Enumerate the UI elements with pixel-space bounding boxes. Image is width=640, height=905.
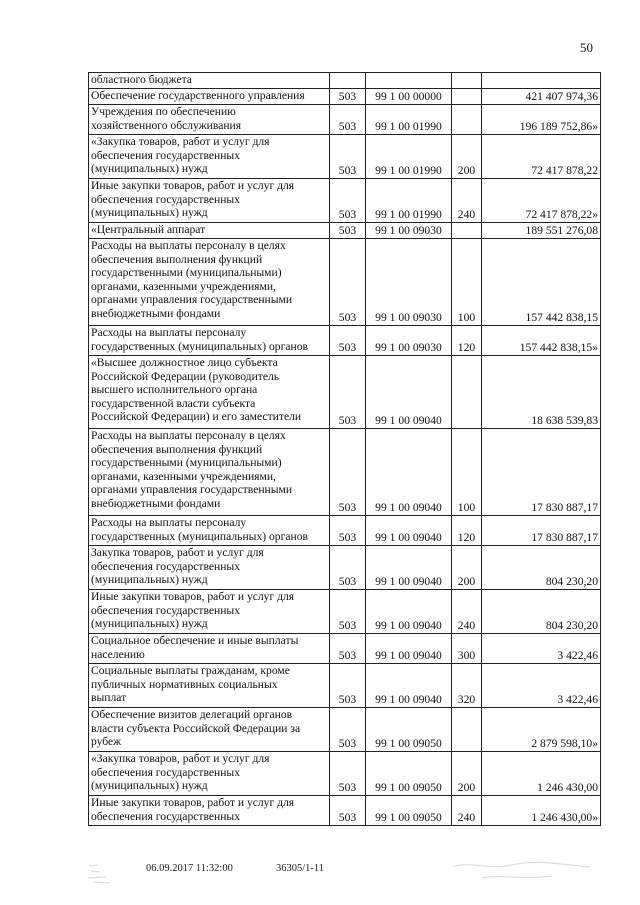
row-amount-cell: 72 417 878,22» bbox=[482, 179, 601, 223]
row-name-cell: Расходы на выплаты персоналу государственных (муниципальных) органов bbox=[89, 516, 330, 546]
row-amount-cell: 17 830 887,17 bbox=[482, 429, 601, 516]
row-code-cell: 503 bbox=[330, 752, 366, 796]
row-code-cell: 503 bbox=[330, 239, 366, 326]
row-name-cell: Иные закупки товаров, работ и услуг для обеспечения государственных bbox=[89, 796, 330, 826]
table-row bbox=[89, 356, 601, 429]
row-target-cell: 99 1 00 09040 bbox=[366, 356, 452, 429]
row-code-cell: 503 bbox=[330, 179, 366, 223]
row-target-cell: 99 1 00 01990 bbox=[366, 179, 452, 223]
row-code-cell: 503 bbox=[330, 664, 366, 708]
row-name-cell: «Закупка товаров, работ и услуг для обеспечения государственных (муниципальных) нужд bbox=[89, 135, 330, 179]
row-target-cell: 99 1 00 00000 bbox=[366, 89, 452, 105]
row-name-cell: Расходы на выплаты персоналу в целях обеспечения выполнения функций государственными (муниципальными) органами, казенными учреждениями, органами управления государственными внебюджетными фондами bbox=[89, 429, 330, 516]
row-target-cell: 99 1 00 09030 bbox=[366, 239, 452, 326]
row-name-cell: Учреждения по обеспечению хозяйственного обслуживания bbox=[89, 105, 330, 135]
row-type-cell: 200 bbox=[452, 546, 482, 590]
row-code-cell: 503 bbox=[330, 135, 366, 179]
faint-signature-mark bbox=[452, 858, 592, 884]
row-name-cell: Расходы на выплаты персоналу в целях обеспечения выполнения функций государственными (муниципальными) органами, казенными учреждениями, органами управления государственными внебюджетными фондами bbox=[89, 239, 330, 326]
row-amount-cell: 1 246 430,00 bbox=[482, 752, 601, 796]
table-row bbox=[89, 239, 601, 326]
row-amount-cell: 421 407 974,36 bbox=[482, 89, 601, 105]
faint-stamp-mark bbox=[86, 860, 114, 886]
row-target-cell: 99 1 00 01990 bbox=[366, 105, 452, 135]
row-name-cell: Обеспечение визитов делегаций органов власти субъекта Российской Федерации за рубеж bbox=[89, 708, 330, 752]
row-code-cell: 503 bbox=[330, 356, 366, 429]
row-target-cell: 99 1 00 09040 bbox=[366, 664, 452, 708]
row-name-cell: «Закупка товаров, работ и услуг для обеспечения государственных (муниципальных) нужд bbox=[89, 752, 330, 796]
row-target-cell bbox=[366, 73, 452, 89]
table-row bbox=[89, 796, 601, 826]
row-amount-cell: 804 230,20 bbox=[482, 590, 601, 634]
row-code-cell: 503 bbox=[330, 516, 366, 546]
row-name-cell: Закупка товаров, работ и услуг для обеспечения государственных (муниципальных) нужд bbox=[89, 546, 330, 590]
table-body bbox=[89, 73, 601, 826]
row-type-cell bbox=[452, 73, 482, 89]
row-target-cell: 99 1 00 09040 bbox=[366, 546, 452, 590]
table-row bbox=[89, 223, 601, 239]
row-type-cell: 240 bbox=[452, 590, 482, 634]
table-row bbox=[89, 708, 601, 752]
row-amount-cell: 804 230,20 bbox=[482, 546, 601, 590]
table-row bbox=[89, 516, 601, 546]
page-number: 50 bbox=[580, 40, 593, 55]
row-name-cell: Социальные выплаты гражданам, кроме публичных нормативных социальных выплат bbox=[89, 664, 330, 708]
row-name-cell: «Центральный аппарат bbox=[89, 223, 330, 239]
row-name-cell: Иные закупки товаров, работ и услуг для обеспечения государственных (муниципальных) нужд bbox=[89, 179, 330, 223]
row-type-cell: 100 bbox=[452, 429, 482, 516]
row-target-cell: 99 1 00 09050 bbox=[366, 708, 452, 752]
row-target-cell: 99 1 00 09040 bbox=[366, 429, 452, 516]
row-code-cell: 503 bbox=[330, 708, 366, 752]
table-row bbox=[89, 135, 601, 179]
row-amount-cell: 17 830 887,17 bbox=[482, 516, 601, 546]
row-type-cell bbox=[452, 89, 482, 105]
row-name-cell: Социальное обеспечение и иные выплаты населению bbox=[89, 634, 330, 664]
row-name-cell: Иные закупки товаров, работ и услуг для обеспечения государственных (муниципальных) нужд bbox=[89, 590, 330, 634]
row-code-cell: 503 bbox=[330, 796, 366, 826]
row-code-cell: 503 bbox=[330, 546, 366, 590]
row-target-cell: 99 1 00 01990 bbox=[366, 135, 452, 179]
row-name-cell: Расходы на выплаты персоналу государственных (муниципальных) органов bbox=[89, 326, 330, 356]
row-type-cell bbox=[452, 708, 482, 752]
footer-doc-number: 36305/1-11 bbox=[276, 863, 325, 874]
row-type-cell: 200 bbox=[452, 752, 482, 796]
row-amount-cell: 157 442 838,15» bbox=[482, 326, 601, 356]
row-code-cell: 503 bbox=[330, 634, 366, 664]
row-target-cell: 99 1 00 09050 bbox=[366, 752, 452, 796]
row-type-cell: 240 bbox=[452, 179, 482, 223]
row-type-cell: 240 bbox=[452, 796, 482, 826]
table-row bbox=[89, 429, 601, 516]
row-amount-cell: 18 638 539,83 bbox=[482, 356, 601, 429]
row-name-cell: «Высшее должностное лицо субъекта Российской Федерации (руководитель высшего исполнительного органа государственной власти субъекта Российской Федерации) и его заместители bbox=[89, 356, 330, 429]
row-code-cell bbox=[330, 73, 366, 89]
row-type-cell: 320 bbox=[452, 664, 482, 708]
row-amount-cell: 196 189 752,86» bbox=[482, 105, 601, 135]
row-amount-cell: 3 422,46 bbox=[482, 634, 601, 664]
table-row bbox=[89, 752, 601, 796]
row-name-cell: областного бюджета bbox=[89, 73, 330, 89]
row-type-cell: 300 bbox=[452, 634, 482, 664]
row-code-cell: 503 bbox=[330, 326, 366, 356]
row-name-cell: Обеспечение государственного управления bbox=[89, 89, 330, 105]
row-code-cell: 503 bbox=[330, 223, 366, 239]
row-target-cell: 99 1 00 09040 bbox=[366, 516, 452, 546]
row-target-cell: 99 1 00 09050 bbox=[366, 796, 452, 826]
row-code-cell: 503 bbox=[330, 89, 366, 105]
row-target-cell: 99 1 00 09040 bbox=[366, 634, 452, 664]
row-target-cell: 99 1 00 09030 bbox=[366, 326, 452, 356]
row-amount-cell: 2 879 598,10» bbox=[482, 708, 601, 752]
row-code-cell: 503 bbox=[330, 105, 366, 135]
row-type-cell: 120 bbox=[452, 516, 482, 546]
row-type-cell: 200 bbox=[452, 135, 482, 179]
row-amount-cell: 189 551 276,08 bbox=[482, 223, 601, 239]
row-amount-cell: 72 417 878,22 bbox=[482, 135, 601, 179]
footer-datetime: 06.09.2017 11:32:00 bbox=[146, 863, 233, 874]
row-type-cell bbox=[452, 223, 482, 239]
row-type-cell bbox=[452, 356, 482, 429]
table-row bbox=[89, 179, 601, 223]
row-type-cell bbox=[452, 105, 482, 135]
row-target-cell: 99 1 00 09030 bbox=[366, 223, 452, 239]
row-type-cell: 120 bbox=[452, 326, 482, 356]
row-amount-cell: 3 422,46 bbox=[482, 664, 601, 708]
row-amount-cell bbox=[482, 73, 601, 89]
row-amount-cell: 157 442 838,15 bbox=[482, 239, 601, 326]
table-row bbox=[89, 546, 601, 590]
row-code-cell: 503 bbox=[330, 590, 366, 634]
row-target-cell: 99 1 00 09040 bbox=[366, 590, 452, 634]
row-amount-cell: 1 246 430,00» bbox=[482, 796, 601, 826]
row-type-cell: 100 bbox=[452, 239, 482, 326]
budget-table bbox=[88, 72, 601, 826]
table-row bbox=[89, 73, 601, 89]
row-code-cell: 503 bbox=[330, 429, 366, 516]
table-row bbox=[89, 105, 601, 135]
table-row bbox=[89, 634, 601, 664]
table-row bbox=[89, 326, 601, 356]
table-row bbox=[89, 664, 601, 708]
table-row bbox=[89, 590, 601, 634]
table-row bbox=[89, 89, 601, 105]
